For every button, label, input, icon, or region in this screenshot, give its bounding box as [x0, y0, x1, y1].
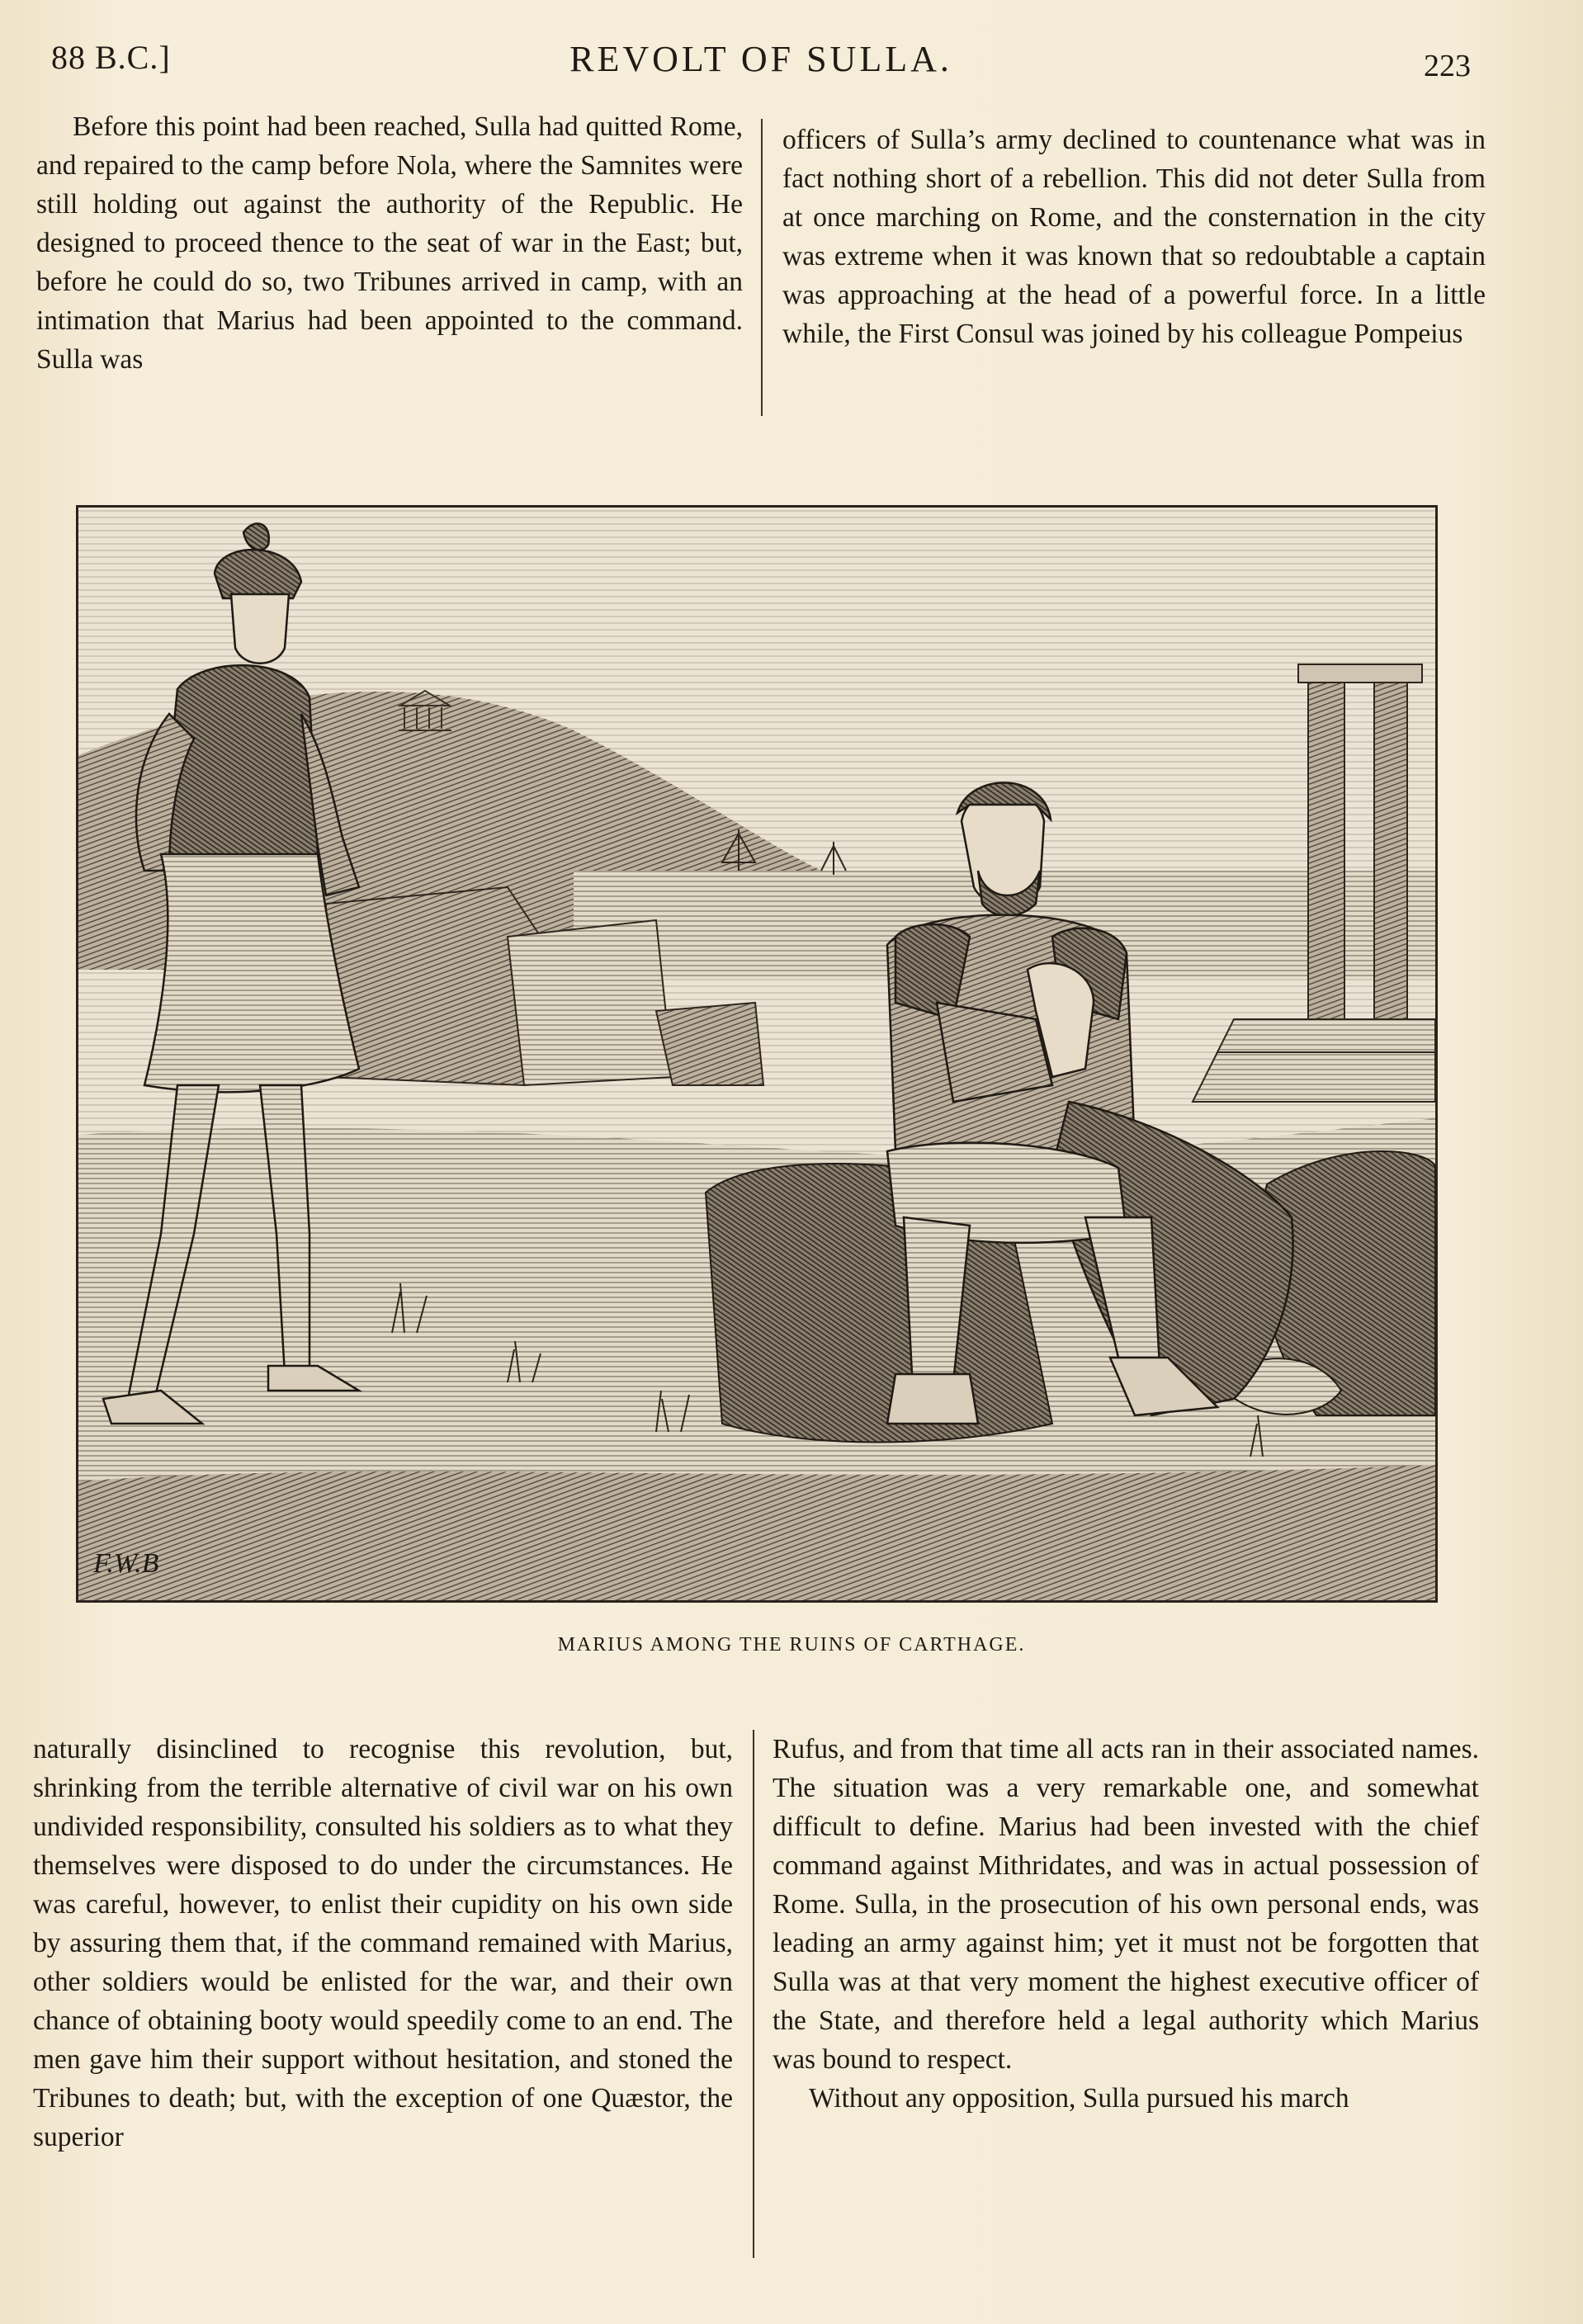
illustration-caption: MARIUS AMONG THE RUINS OF CARTHAGE. — [557, 1634, 1026, 1656]
engraving-svg — [78, 508, 1435, 1600]
header-date: 88 B.C.] — [51, 39, 171, 76]
artist-signature: F.W.B — [93, 1548, 159, 1579]
column-divider — [753, 1730, 754, 2258]
paragraph: Without any opposition, Sulla pursued his march — [809, 2083, 1349, 2114]
bottom-left-column — [33, 1730, 733, 2156]
page-number: 223 — [1424, 49, 1471, 83]
paragraph: Before this point had been reached, Sulla had quitted Rome, and repaired to the camp before Nola, where the Samnites were still holding out against the authority of the Republic. He designed to proceed thence to the seat of war in the East; but, before he could do so, two Tribunes arrived in camp, with an intimation that Marius had been appointed to the command. Sulla was — [36, 111, 743, 375]
engraving-illustration — [76, 505, 1438, 1603]
paragraph: Rufus, and from that time all acts ran in their associated names. The situation was a very remarkable one, and somewhat difficult to define. Marius had been invested with the chief command against Mithridates, and was in actual possession of Rome. Sulla, in the prosecution of his own personal ends, was leading an army against him; yet it must not be forgotten that Sulla was at that very moment the highest executive officer of the State, and therefore held a legal authority which Marius was bound to respect. — [773, 1734, 1479, 2075]
bottom-right-column — [773, 1730, 1479, 2118]
paragraph: officers of Sulla’s army declined to countenance what was in fact nothing short of a rebellion. This did not deter Sulla from at once marching on Rome, and the consternation in the city was extreme when it was known that so redoubtable a captain was approaching at the head of a powerful force. In a little while, the First Consul was joined by his colleague Pompeius — [782, 125, 1486, 349]
top-right-column — [782, 120, 1486, 353]
running-header — [51, 31, 1471, 89]
column-divider — [761, 119, 763, 416]
paragraph: naturally disinclined to recognise this revolution, but, shrinking from the terrible alternative of civil war on his own undivided responsibility, consulted his soldiers as to what they themselves were disposed to do under the circumstances. He was careful, however, to enlist their cupidity on his own side by assuring them that, if the command remained with Marius, other soldiers would be enlisted for the war, and their own chance of obtaining booty would speedily come to an end. The men gave him their support without hesitation, and stoned the Tribunes to death; but, with the exception of one Quæstor, the superior — [33, 1734, 733, 2152]
top-left-column — [36, 107, 743, 379]
header-title: REVOLT OF SULLA. — [569, 39, 952, 79]
